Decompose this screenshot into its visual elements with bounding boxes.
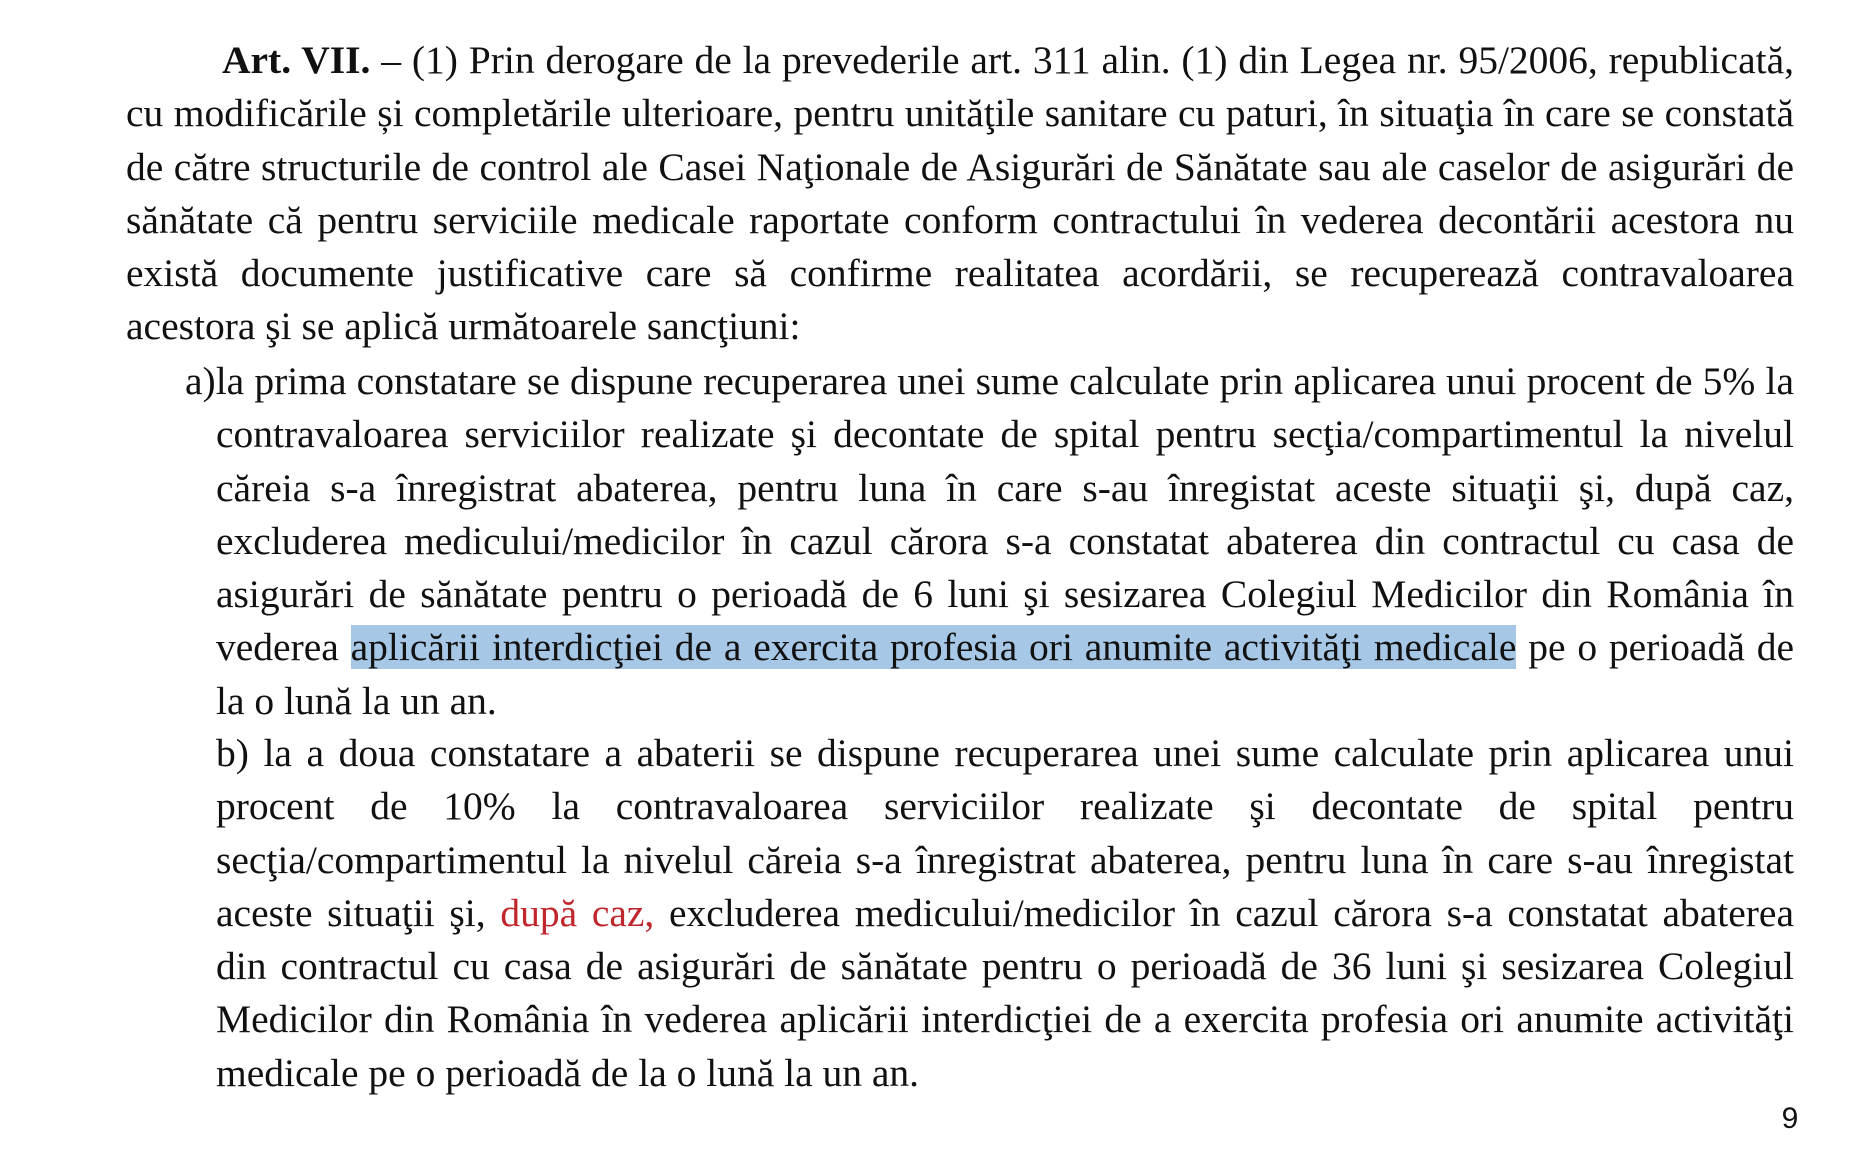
page-number: 9 <box>1781 1102 1799 1135</box>
list-item-a-text-end: pe o perioadă de la o lună la un an. <box>216 625 1794 723</box>
article-paragraph <box>126 34 1794 354</box>
highlighted-text-selection[interactable]: aplicării interdicţiei de a exercita profesia ori anumite activităţi medicale <box>350 625 1517 670</box>
article-intro-text: – (1) Prin derogare de la prevederile art. 311 alin. (1) din Legea nr. 95/2006, republicată, cu modificările și completările ulterioare, pentru unităţile sanitare cu paturi, în situaţia în care se constată de către structurile de control ale Casei Naţionale de Asigurări de Sănătate sau ale caselor de asigurări de sănătate că pentru serviciile medicale raportate conform contractului în vederea decontării acestora nu există documente justificative care să confirme realitatea acordării, se recuperează contravaloarea acestora şi se aplică următoarele sancţiuni: <box>126 38 1794 349</box>
list-item-a-marker: a) <box>185 359 216 403</box>
list-item-b-text-end: excluderea medicului/medicilor în cazul cărora s-a constatat abaterea din contractul cu casa de asigurări de sănătate pentru o perioadă de 36 luni şi sesizarea Colegiul Medicilor din România în vederea aplicării interdicţiei de a exercita profesia ori anumite activităţi medicale pe o perioadă de la o lună la un an. <box>216 890 1794 1095</box>
list-item-b-text: b) la a doua constatare a abaterii se dispune recuperarea unei sume calculate prin aplicarea unui procent de 10% la contravaloarea serviciilor realizate şi decontate de spital pentru secţia/compartimentul la nivelul căreia s-a înregistrat abaterea, pentru luna în care s-au înregistat aceste situaţii şi, <box>216 731 1794 935</box>
list-item-b <box>216 727 1794 1100</box>
red-annotation-text: după caz, <box>500 890 655 935</box>
article-label: Art. VII. <box>222 38 371 82</box>
list-item-a <box>185 355 1794 728</box>
list-item-a-text: la prima constatare se dispune recuperarea unei sume calculate prin aplicarea unui procent de 5% la contravaloarea serviciilor realizate şi decontate de spital pentru secţia/compartimentul la nivelul căreia s-a înregistrat abaterea, pentru luna în care s-au înregistat aceste situaţii şi, după caz, excluderea medicului/medicilor în cazul cărora s-a constatat abaterea din contractul cu casa de asigurări de sănătate pentru o perioadă de 6 luni şi sesizarea Colegiul Medicilor din România în vederea <box>215 359 1794 670</box>
